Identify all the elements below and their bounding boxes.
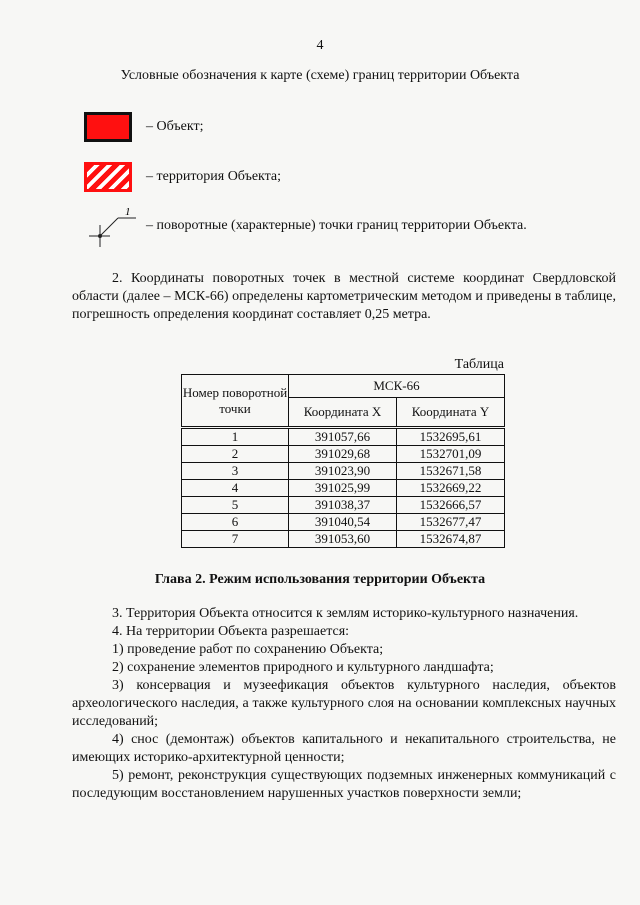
legend-item-points bbox=[84, 204, 527, 248]
cell-x: 391023,90 bbox=[289, 463, 397, 480]
table-row bbox=[182, 463, 505, 480]
list-item: 4) снос (демонтаж) объектов капитального и некапитального строительства, не имеющих историко-архитектурной ценности; bbox=[72, 732, 616, 765]
table-caption: Таблица bbox=[454, 357, 504, 372]
turning-point-marker-icon bbox=[84, 204, 142, 248]
table-row bbox=[182, 497, 505, 514]
coordinates-table bbox=[181, 374, 505, 548]
cell-y: 1532669,22 bbox=[397, 480, 505, 497]
legend-label-object: – Объект; bbox=[146, 119, 204, 134]
header-coordinate-system: МСК-66 bbox=[289, 375, 505, 398]
header-point-number: Номер поворотной точки bbox=[182, 375, 289, 428]
table-row bbox=[182, 428, 505, 446]
header-y: Координата Y bbox=[397, 398, 505, 428]
cell-x: 391057,66 bbox=[289, 428, 397, 446]
cell-y: 1532666,57 bbox=[397, 497, 505, 514]
cell-x: 391025,99 bbox=[289, 480, 397, 497]
list-item: 1) проведение работ по сохранению Объекта; bbox=[112, 642, 384, 657]
table-row bbox=[182, 531, 505, 548]
section-body bbox=[72, 605, 616, 803]
cell-point: 7 bbox=[182, 531, 289, 548]
cell-point: 2 bbox=[182, 446, 289, 463]
cell-y: 1532701,09 bbox=[397, 446, 505, 463]
paragraph-land-category: 3. Территория Объекта относится к землям историко-культурного назначения. bbox=[112, 606, 579, 621]
legend-item-territory bbox=[84, 162, 281, 192]
legend-label-territory: – территория Объекта; bbox=[146, 169, 282, 184]
chapter-title: Глава 2. Режим использования территории Объекта bbox=[154, 572, 486, 587]
object-swatch-icon bbox=[84, 112, 132, 142]
cell-y: 1532671,58 bbox=[397, 463, 505, 480]
cell-y: 1532695,61 bbox=[397, 428, 505, 446]
cell-x: 391040,54 bbox=[289, 514, 397, 531]
cell-x: 391053,60 bbox=[289, 531, 397, 548]
cell-point: 4 bbox=[182, 480, 289, 497]
paragraph-permitted: 4. На территории Объекта разрешается: bbox=[112, 624, 350, 639]
header-x: Координата X bbox=[289, 398, 397, 428]
cell-y: 1532677,47 bbox=[397, 514, 505, 531]
paragraph-coordinates: 2. Координаты поворотных точек в местной системе координат Свердловской области (далее – МСК-66) определены картометрическим методом и приведены в таблице, погрешность определения координат составляет 0,25 метра. bbox=[72, 271, 616, 322]
turning-point-marker-label: 1 bbox=[125, 206, 131, 218]
cell-point: 3 bbox=[182, 463, 289, 480]
territory-hatch-icon bbox=[84, 162, 132, 192]
table-row bbox=[182, 480, 505, 497]
table-row bbox=[182, 446, 505, 463]
legend-label-points: – поворотные (характерные) точки границ территории Объекта. bbox=[146, 218, 527, 233]
list-item: 3) консервация и музеефикация объектов культурного наследия, объектов археологического наследия, а также культурного слоя на основании комплексных научных исследований; bbox=[72, 678, 616, 729]
cell-y: 1532674,87 bbox=[397, 531, 505, 548]
cell-point: 6 bbox=[182, 514, 289, 531]
list-item: 5) ремонт, реконструкция существующих подземных инженерных коммуникаций с последующим восстановлением нарушенных участков поверхности земли; bbox=[72, 768, 616, 801]
cell-x: 391029,68 bbox=[289, 446, 397, 463]
cell-x: 391038,37 bbox=[289, 497, 397, 514]
table-row bbox=[182, 514, 505, 531]
list-item: 2) сохранение элементов природного и культурного ландшафта; bbox=[112, 660, 494, 675]
page-number: 4 bbox=[316, 38, 324, 53]
legend-item-object bbox=[84, 112, 203, 142]
cell-point: 1 bbox=[182, 428, 289, 446]
legend-title: Условные обозначения к карте (схеме) границ территории Объекта bbox=[120, 68, 520, 83]
cell-point: 5 bbox=[182, 497, 289, 514]
